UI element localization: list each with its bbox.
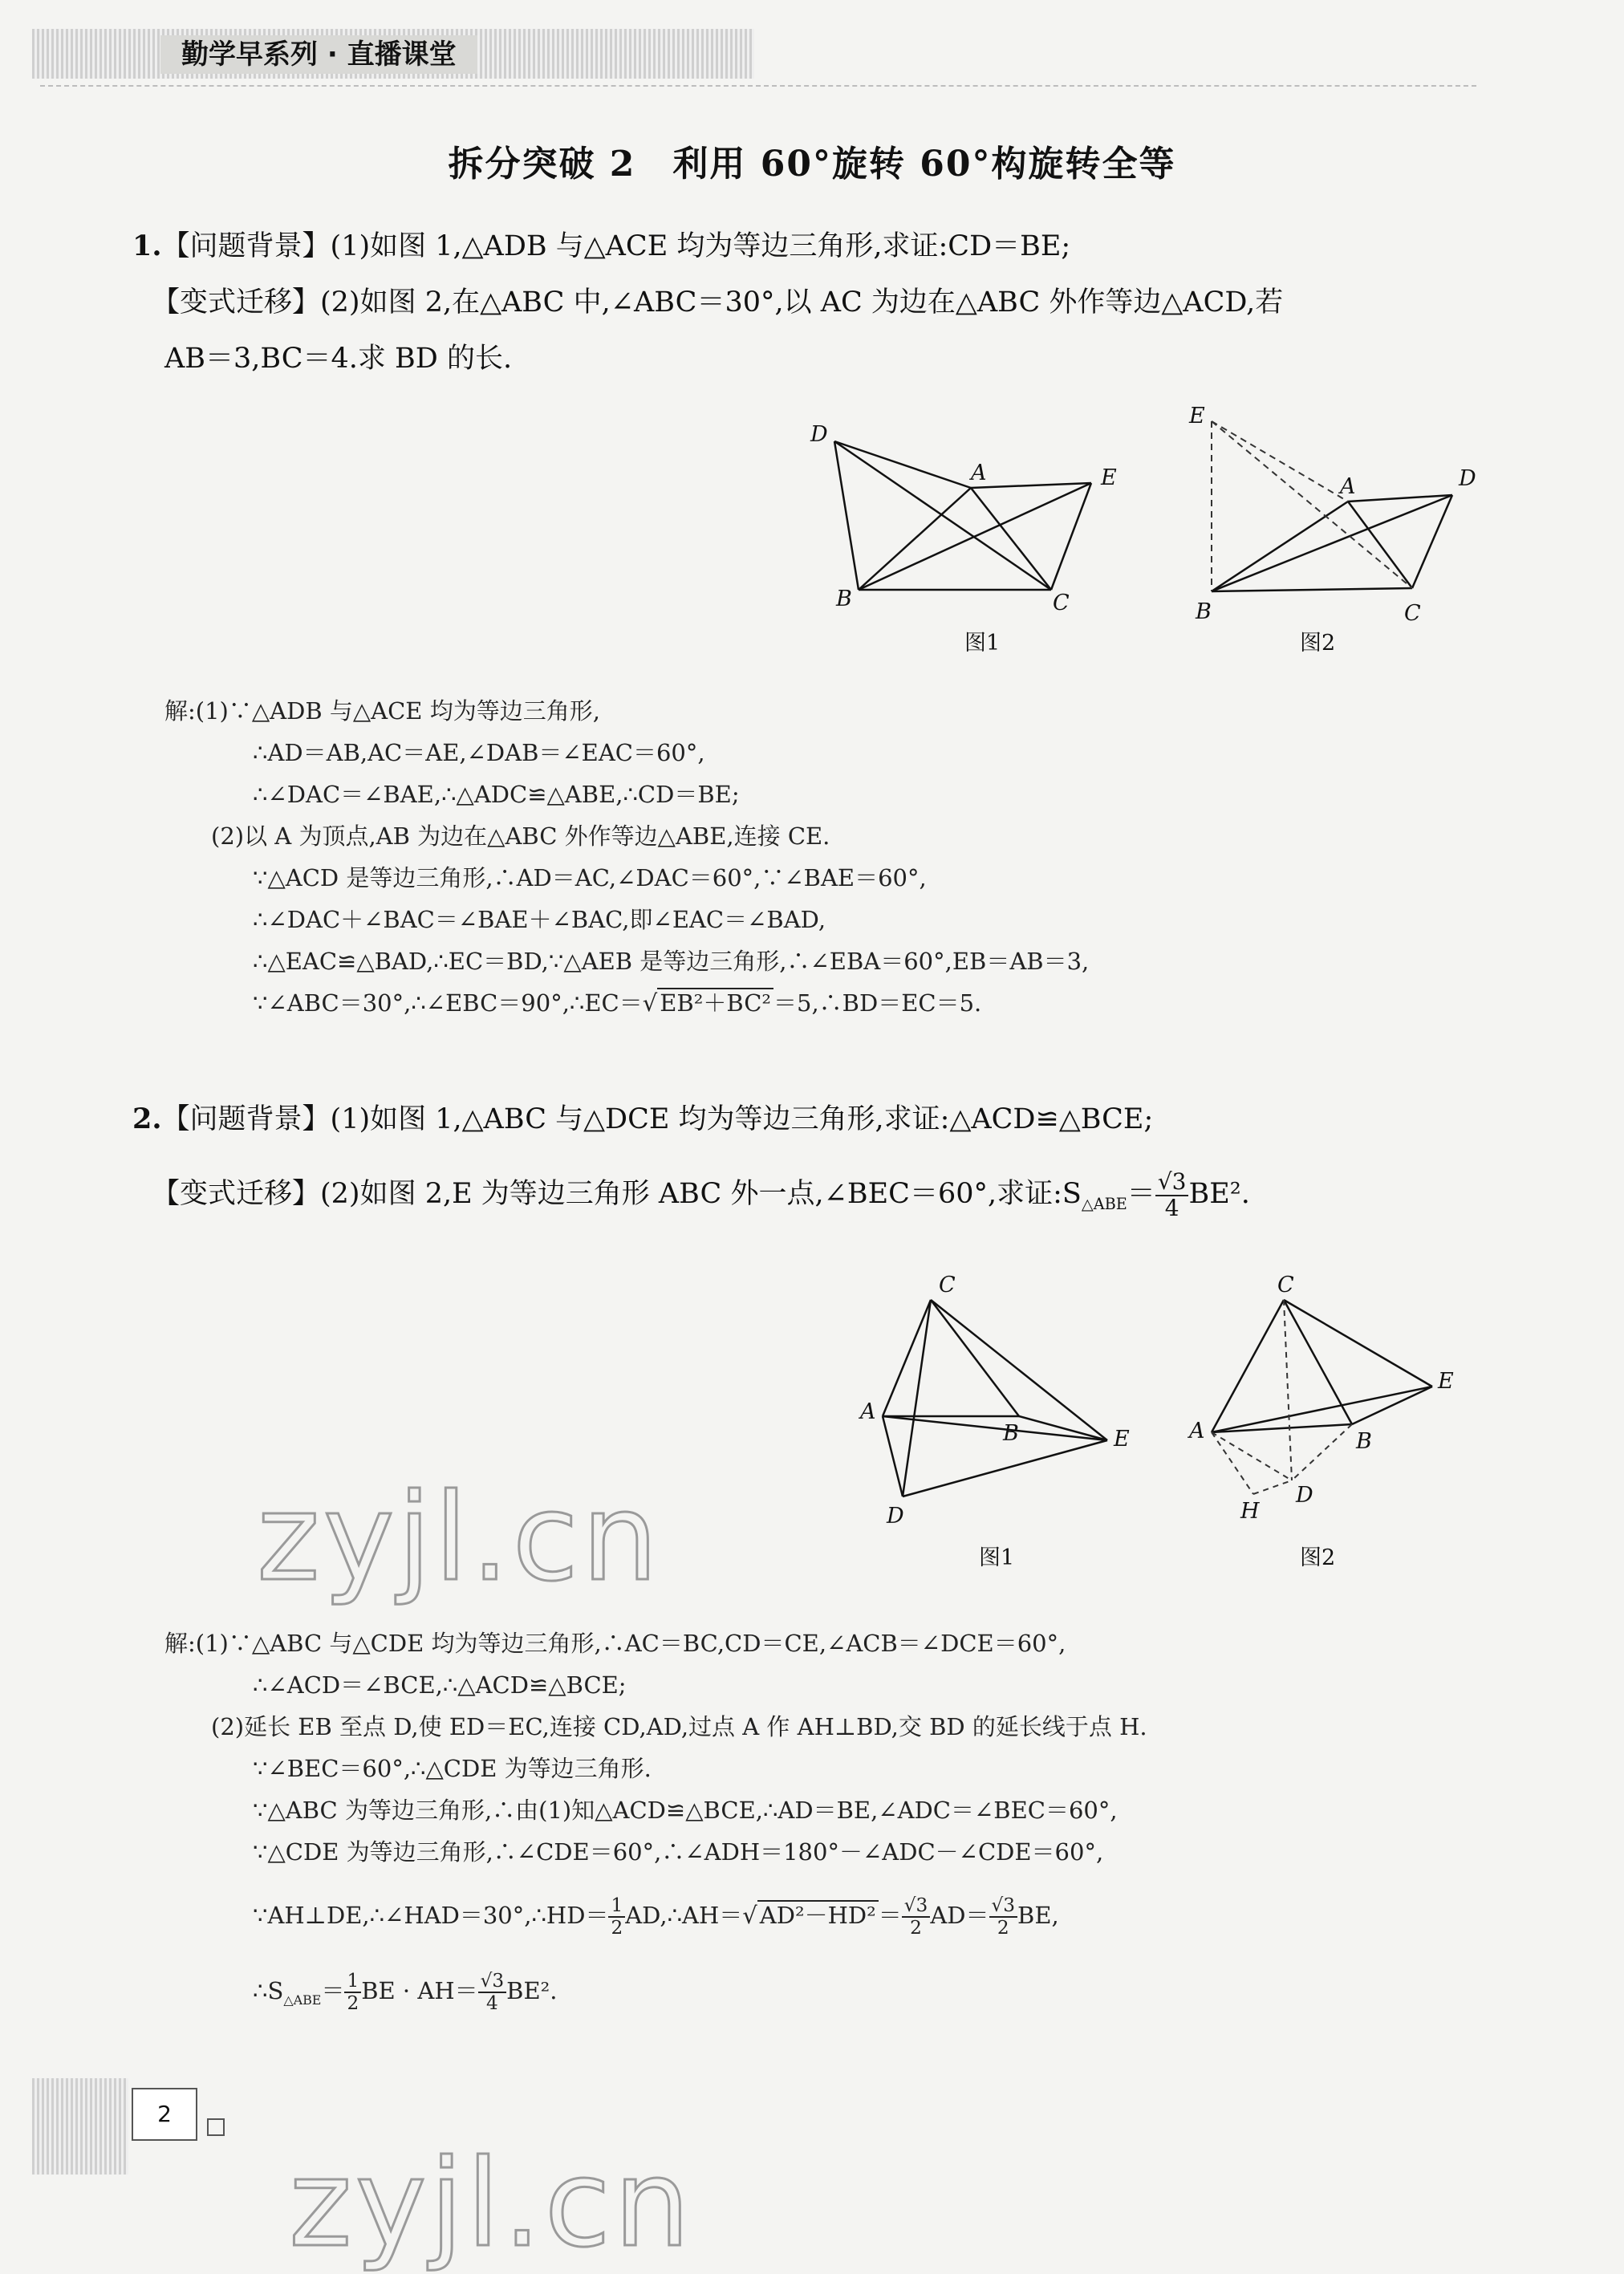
question-line: 【问题背景】(1)如图 1,△ABC 与△DCE 均为等边三角形,求证:△ACD≌△BCE; xyxy=(161,1103,1154,1135)
fraction-num: √3 xyxy=(1155,1170,1189,1196)
solution-line: ∵△ACD 是等边三角形,∴AD＝AC,∠DAC＝60°,∵∠BAE＝60°, xyxy=(253,864,927,891)
point-label: C xyxy=(1053,591,1070,615)
edge xyxy=(883,1300,931,1416)
dashed-edge xyxy=(1292,1424,1352,1480)
solution-text: ＝5,∴BD＝EC＝5. xyxy=(773,989,982,1017)
fraction-num: √3 xyxy=(478,1971,507,1993)
fraction-den: 4 xyxy=(1164,1194,1179,1221)
fraction xyxy=(608,1895,625,1938)
question-2 xyxy=(132,1091,1250,1236)
q2-solution xyxy=(164,1622,1147,2028)
edge xyxy=(1212,1300,1284,1432)
solution-line: ∵∠ABC＝30°,∴∠EBC＝90°,∴EC＝√ EB²＋BC² ＝5,∴BD＝EC＝5. xyxy=(253,989,982,1017)
point-label: C xyxy=(939,1273,956,1297)
point-label: E xyxy=(1101,465,1117,490)
fraction xyxy=(344,1971,361,2013)
point-label: E xyxy=(1438,1369,1454,1394)
figure-caption: 图1 xyxy=(964,631,1001,656)
q1-solution xyxy=(164,690,1089,1024)
point-label: D xyxy=(810,422,828,447)
point-label: A xyxy=(1189,1419,1205,1444)
solution-text: ∵∠ABC＝30°,∴∠EBC＝90°,∴EC＝ xyxy=(253,989,643,1017)
fraction-den: 4 xyxy=(485,1992,498,2014)
question-1 xyxy=(132,218,1283,387)
solution-text: ∵AH⊥DE,∴∠HAD＝30°,∴HD＝ xyxy=(253,1902,609,1929)
solution-line: ∴AD＝AB,AC＝AE,∠DAB＝∠EAC＝60°, xyxy=(253,739,705,766)
point-label: D xyxy=(1296,1483,1313,1508)
question-number: 2. xyxy=(132,1102,162,1135)
edge xyxy=(883,1416,1107,1440)
solution-line xyxy=(253,1963,1147,2028)
solution-line: (2)以 A 为顶点,AB 为边在△ABC 外作等边△ABE,连接 CE. xyxy=(211,822,830,850)
point-label: C xyxy=(1277,1273,1294,1297)
edge xyxy=(1212,588,1412,591)
solution-line: (2)延长 EB 至点 D,使 ED＝EC,连接 CD,AD,过点 A 作 AH⊥BD,交 BD 的延长线于点 H. xyxy=(211,1713,1147,1740)
solution-text: BE². xyxy=(506,1977,558,2004)
solution-line: ∴△EAC≌△BAD,∴EC＝BD,∵△AEB 是等边三角形,∴∠EBA＝60°,EB＝AB＝3, xyxy=(253,948,1090,975)
edge xyxy=(834,441,971,488)
figure-caption: 图2 xyxy=(1300,1545,1336,1570)
dashed-edge xyxy=(1212,421,1348,501)
point-label: C xyxy=(1404,601,1421,626)
subscript: △ABE xyxy=(283,1992,322,2008)
point-label: A xyxy=(860,1399,876,1424)
edge xyxy=(883,1416,903,1496)
edge xyxy=(1284,1300,1432,1387)
edge xyxy=(859,488,971,590)
figure-caption: 图1 xyxy=(979,1545,1015,1570)
q2-figure-2 xyxy=(1179,1268,1484,1581)
dashed-edge xyxy=(1284,1300,1292,1480)
edge xyxy=(971,488,1051,590)
question-text: BE². xyxy=(1188,1178,1250,1210)
fraction-den: 2 xyxy=(910,1917,922,1939)
solution-line: ∴∠ACD＝∠BCE,∴△ACD≌△BCE; xyxy=(253,1671,627,1699)
fraction xyxy=(989,1895,1018,1938)
edge xyxy=(903,1300,931,1496)
point-label: B xyxy=(1356,1429,1372,1454)
question-number: 1. xyxy=(132,229,162,262)
edge xyxy=(971,483,1091,488)
point-label: H xyxy=(1240,1499,1260,1524)
q1-figure-2 xyxy=(1188,405,1492,662)
edge xyxy=(1019,1416,1107,1440)
watermark: zyjl.cn xyxy=(289,2134,694,2274)
subscript: △ABE xyxy=(1081,1195,1127,1213)
edge xyxy=(903,1440,1107,1496)
point-label: D xyxy=(887,1504,904,1529)
solution-text: BE, xyxy=(1017,1902,1059,1929)
edge xyxy=(931,1300,1107,1440)
series-header: 勤学早系列 · 直播课堂 xyxy=(160,35,477,74)
fraction-den: 2 xyxy=(347,1992,359,2014)
point-label: A xyxy=(1340,474,1356,499)
sqrt-expr: EB²＋BC² xyxy=(657,988,773,1017)
edge xyxy=(1352,1387,1432,1424)
solution-line: ∵△ABC 为等边三角形,∴由(1)知△ACD≌△BCE,∴AD＝BE,∠ADC＝∠BEC＝60°, xyxy=(253,1797,1118,1824)
solution-line: ∴∠DAC＋∠BAC＝∠BAE＋∠BAC,即∠EAC＝∠BAD, xyxy=(253,906,826,933)
fraction-num: √3 xyxy=(902,1895,931,1918)
header-divider xyxy=(40,85,1476,87)
edge xyxy=(931,1300,1019,1416)
question-text: ＝ xyxy=(1127,1178,1155,1210)
point-label: B xyxy=(836,587,852,611)
fraction-den: 2 xyxy=(997,1917,1009,1939)
section-title: 拆分突破 2 利用 60°旋转 60°构旋转全等 xyxy=(448,144,1176,185)
dashed-edge xyxy=(1212,1432,1292,1480)
solution-line: ∵∠BEC＝60°,∴△CDE 为等边三角形. xyxy=(253,1755,652,1782)
solution-line: ∴∠DAC＝∠BAE,∴△ADC≌△ABE,∴CD＝BE; xyxy=(253,781,740,808)
edge xyxy=(1212,501,1348,591)
fraction-num: √3 xyxy=(989,1895,1018,1918)
fraction xyxy=(478,1971,507,2013)
solution-line: 解:(1)∵△ABC 与△CDE 均为等边三角形,∴AC＝BC,CD＝CE,∠ACB＝∠DCE＝60°, xyxy=(164,1630,1066,1657)
solution-text: BE · AH＝ xyxy=(361,1977,478,2004)
fraction-den: 2 xyxy=(611,1917,623,1939)
solution-text: AD＝ xyxy=(930,1902,989,1929)
solution-line: ∵△CDE 为等边三角形,∴∠CDE＝60°,∴∠ADH＝180°－∠ADC－∠CDE＝60°, xyxy=(253,1838,1104,1866)
page-corner-box xyxy=(207,2118,225,2136)
fraction-num: 1 xyxy=(344,1971,361,1993)
question-text: 【变式迁移】(2)如图 2,E 为等边三角形 ABC 外一点,∠BEC＝60°,求证:S xyxy=(152,1178,1082,1210)
fraction-num: 1 xyxy=(608,1895,625,1918)
solution-text: ＝ xyxy=(321,1977,345,2004)
question-line: 【变式迁移】(2)如图 2,在△ABC 中,∠ABC＝30°,以 AC 为边在△ABC 外作等边△ACD,若 xyxy=(152,286,1284,319)
question-line: 【问题背景】(1)如图 1,△ADB 与△ACE 均为等边三角形,求证:CD＝BE; xyxy=(161,230,1071,262)
dashed-edge xyxy=(1212,1432,1253,1494)
point-label: B xyxy=(1003,1421,1019,1446)
point-label: A xyxy=(971,461,987,485)
edge xyxy=(834,441,859,590)
watermark: zyjl.cn xyxy=(257,1468,662,1608)
q1-figure-1 xyxy=(794,417,1147,658)
solution-line: 解:(1)∵△ADB 与△ACE 均为等边三角形, xyxy=(164,697,600,725)
solution-text: ∴S xyxy=(253,1977,284,2004)
dashed-edge xyxy=(1253,1480,1292,1494)
point-label: E xyxy=(1189,404,1205,428)
figure-caption: 图2 xyxy=(1300,631,1336,656)
question-line: AB＝3,BC＝4.求 BD 的长. xyxy=(164,343,513,375)
q2-figure-1 xyxy=(851,1268,1139,1581)
point-label: E xyxy=(1114,1427,1130,1452)
fraction xyxy=(902,1895,931,1938)
page-number: 2 xyxy=(132,2088,197,2141)
solution-text: ＝ xyxy=(878,1902,902,1929)
question-line xyxy=(152,1162,1250,1236)
fraction xyxy=(1155,1167,1189,1221)
sqrt-expr: AD²－HD² xyxy=(757,1900,879,1929)
dashed-edge xyxy=(1212,421,1412,588)
solution-line: ∵AH⊥DE,∴∠HAD＝30°,∴HD＝ $\frac{1}{2}$ AD,∴AH＝√ AD²－HD² ＝ $\frac{√3}{2}$ AD＝ $\frac{√3}{2}$ BE, xyxy=(253,1894,1059,1939)
point-label: D xyxy=(1459,466,1476,491)
solution-text: AD,∴AH＝ xyxy=(625,1902,743,1929)
footer-band xyxy=(32,2078,128,2175)
point-label: B xyxy=(1196,599,1212,624)
